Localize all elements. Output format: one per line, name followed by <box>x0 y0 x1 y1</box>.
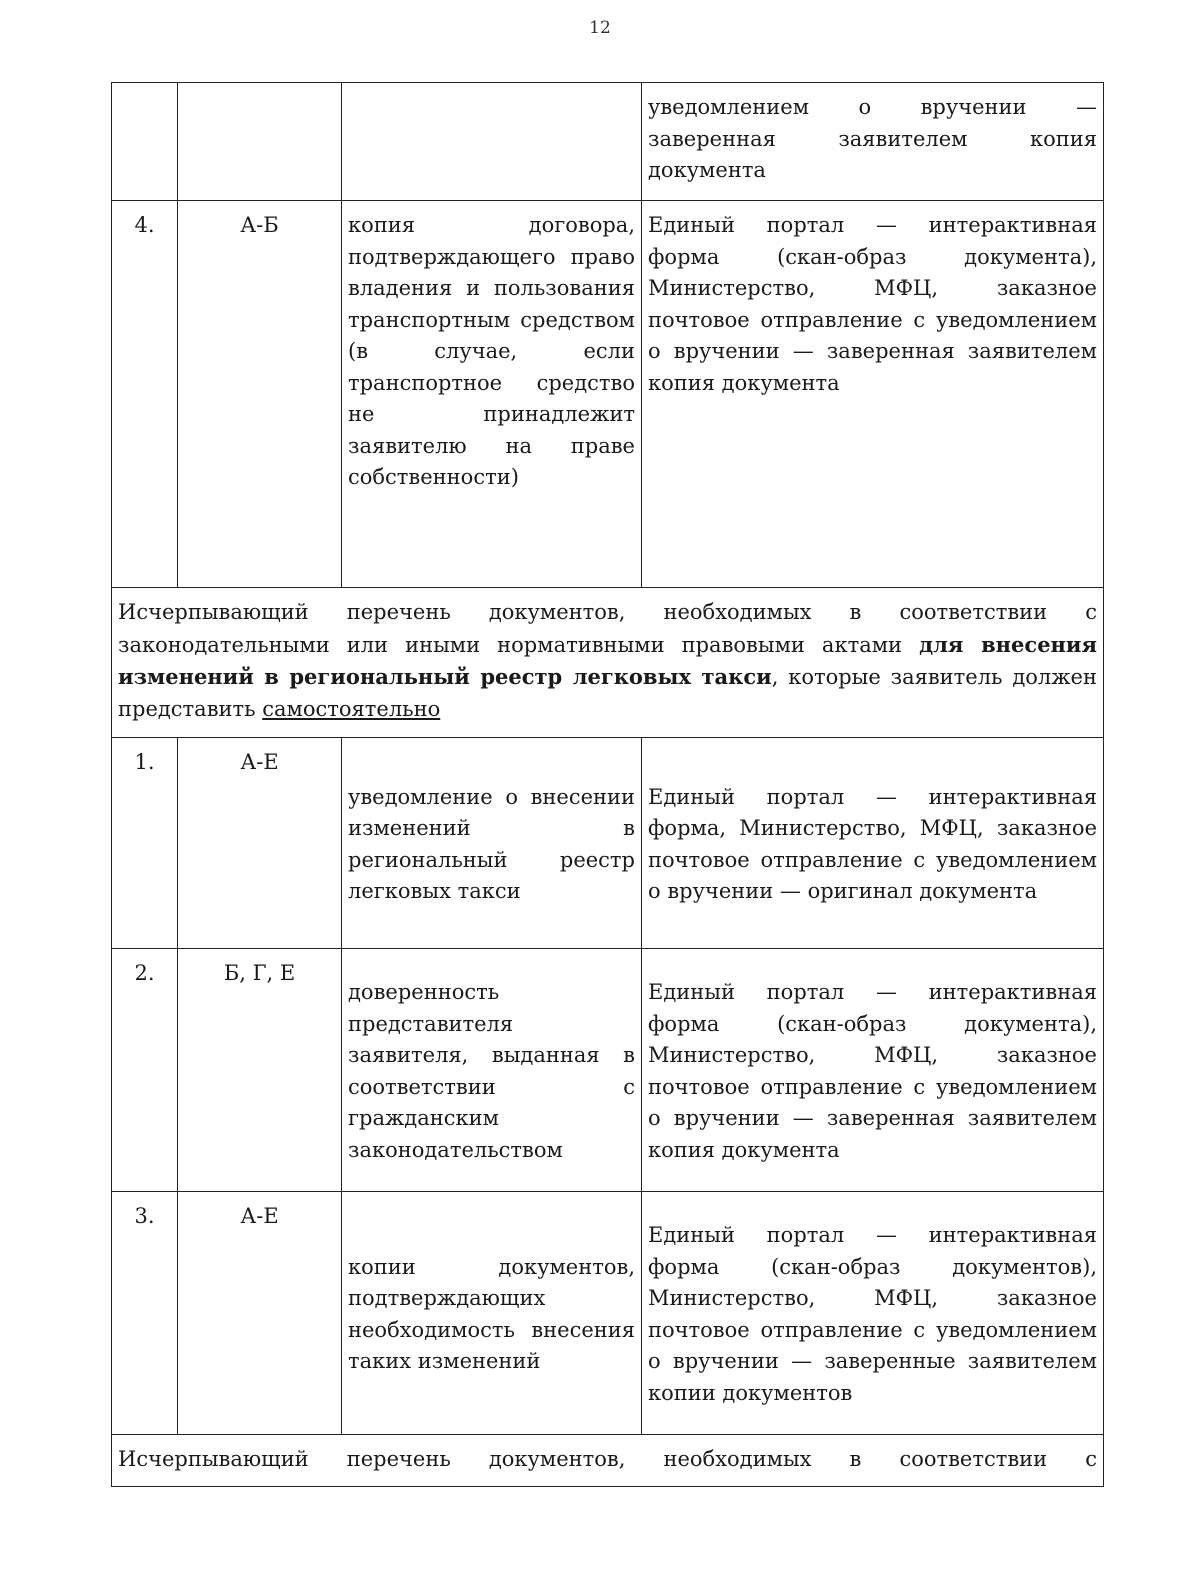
section-bold-text: для внесения изменений в региональный реестр легковых такси <box>118 631 1098 689</box>
section-underlined-text: самостоятельно <box>262 696 441 721</box>
table-row <box>112 949 1104 1192</box>
applicant-category <box>178 83 342 201</box>
section-heading-row <box>112 1435 1104 1487</box>
section-text: , которые заявитель должен представить <box>118 665 1097 721</box>
row-number: 2. <box>112 949 178 1192</box>
submission-method: Единый портал — интерактивная форма (скан-образ документа), Министерство, МФЦ, заказное почтовое отправление с уведомлением о вручении — заверенная заявителем копия документа <box>642 201 1104 588</box>
section-text: Исчерпывающий перечень документов, необходимых в соответствии с законодательными или иными нормативными правовыми актами <box>118 600 1097 657</box>
applicant-category: А-Б <box>178 201 342 588</box>
table-row <box>112 1192 1104 1435</box>
table-row <box>112 201 1104 588</box>
section-heading-changes <box>112 588 1104 738</box>
row-number: 1. <box>112 738 178 949</box>
row-number <box>112 83 178 201</box>
submission-method: уведомлением о вручении — заверенная заявителем копия документа <box>642 83 1104 201</box>
document-name: уведомление о внесении изменений в региональный реестр легковых такси <box>342 738 642 949</box>
document-name: доверенность представителя заявителя, выданная в соответствии с гражданским законодательством <box>342 949 642 1192</box>
document-name: копия договора, подтверждающего право владения и пользования транспортным средством (в случае, если транспортное средство не принадлежит заявителю на праве собственности) <box>342 201 642 588</box>
document-name: копии документов, подтверждающих необходимость внесения таких изменений <box>342 1192 642 1435</box>
page-number: 12 <box>589 18 611 38</box>
section-heading-next: Исчерпывающий перечень документов, необходимых в соответствии с <box>112 1435 1104 1487</box>
section-heading-row <box>112 588 1104 738</box>
submission-method: Единый портал — интерактивная форма, Министерство, МФЦ, заказное почтовое отправление с уведомлением о вручении — оригинал документа <box>642 738 1104 949</box>
row-number: 3. <box>112 1192 178 1435</box>
row-number: 4. <box>112 201 178 588</box>
documents-table <box>111 82 1104 1487</box>
applicant-category: А-Е <box>178 1192 342 1435</box>
submission-method: Единый портал — интерактивная форма (скан-образ документа), Министерство, МФЦ, заказное почтовое отправление с уведомлением о вручении — заверенная заявителем копия документа <box>642 949 1104 1192</box>
table-row <box>112 738 1104 949</box>
document-name <box>342 83 642 201</box>
submission-method: Единый портал — интерактивная форма (скан-образ документов), Министерство, МФЦ, заказное почтовое отправление с уведомлением о вручении — заверенные заявителем копии документов <box>642 1192 1104 1435</box>
table-row <box>112 83 1104 201</box>
applicant-category: А-Е <box>178 738 342 949</box>
applicant-category: Б, Г, Е <box>178 949 342 1192</box>
